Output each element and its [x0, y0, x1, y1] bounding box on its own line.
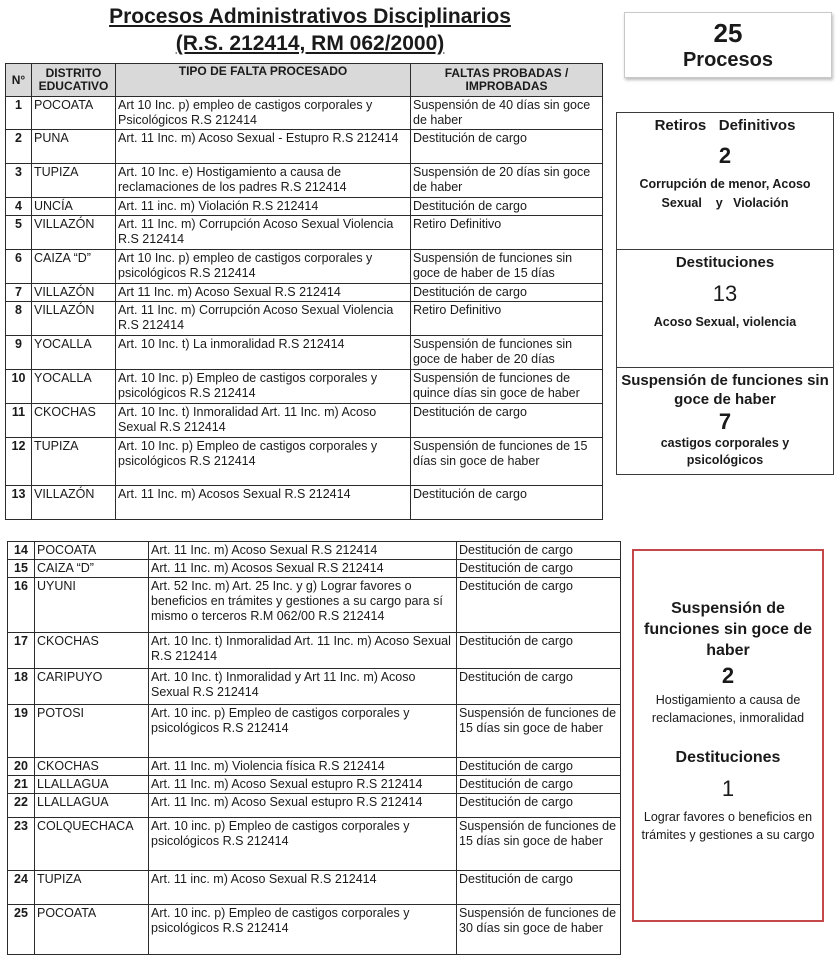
- row-result: Suspensión de funciones de 15 días sin goce de haber: [457, 705, 621, 758]
- row-result: Suspensión de funciones sin goce de haber de 15 días: [411, 250, 603, 284]
- retiros-count: 2: [718, 143, 732, 168]
- col-header-district: DISTRITO EDUCATIVO: [32, 64, 116, 97]
- suspension-count: 7: [718, 409, 732, 434]
- destituciones-count: 13: [712, 281, 738, 306]
- col-header-fault-type: TIPO DE FALTA PROCESADO: [116, 64, 411, 97]
- table-row: [8, 705, 621, 758]
- row-result: Destitución de cargo: [411, 404, 603, 438]
- row-result: Suspensión de funciones de 30 días sin goce de haber: [457, 905, 621, 955]
- row-result: Destitución de cargo: [411, 284, 603, 302]
- row-district: COLQUECHACA: [35, 818, 149, 871]
- row-fault-type: Art. 10 inc. p) Empleo de castigos corporales y psicológicos R.S 212414: [149, 705, 457, 758]
- table-row: [8, 758, 621, 776]
- destituciones-section: [617, 249, 833, 367]
- suspension-section: [617, 367, 833, 474]
- row-number: 12: [6, 438, 32, 486]
- table-row: [6, 302, 603, 336]
- suspension-desc: castigos corporales y psicológicos: [660, 436, 790, 467]
- row-result: Destitución de cargo: [457, 560, 621, 578]
- row-district: CKOCHAS: [35, 758, 149, 776]
- total-processes-count: 25: [713, 18, 743, 48]
- row-result: Suspensión de 40 días sin goce de haber: [411, 97, 603, 130]
- row-result: Destitución de cargo: [457, 542, 621, 560]
- table-row: [6, 284, 603, 302]
- row-fault-type: Art. 10 inc. p) Empleo de castigos corporales y psicológicos R.S 212414: [149, 905, 457, 955]
- row-number: 9: [6, 336, 32, 370]
- row-district: CARIPUYO: [35, 669, 149, 705]
- row-result: Destitución de cargo: [457, 794, 621, 818]
- total-processes-card: [624, 12, 832, 78]
- row-district: POCOATA: [35, 542, 149, 560]
- row-fault-type: Art. 11 Inc. m) Acoso Sexual R.S 212414: [149, 542, 457, 560]
- row-fault-type: Art. 11 Inc. m) Acoso Sexual estupro R.S 212414: [149, 794, 457, 818]
- row-fault-type: Art. 11 Inc. m) Violencia física R.S 212414: [149, 758, 457, 776]
- table-row: [6, 486, 603, 520]
- row-number: 7: [6, 284, 32, 302]
- table-row: [6, 164, 603, 198]
- row-number: 25: [8, 905, 35, 955]
- table-row: [8, 818, 621, 871]
- processes-table-1: [5, 63, 603, 520]
- suspension2-desc: Hostigamiento a causa de reclamaciones, inmoralidad: [651, 693, 805, 725]
- table-row: [6, 97, 603, 130]
- row-result: Destitución de cargo: [411, 486, 603, 520]
- destituciones2-desc: Lograr favores o beneficios en trámites y gestiones a su cargo: [641, 810, 815, 842]
- table-row: [6, 216, 603, 250]
- row-fault-type: Art 10 Inc. p) empleo de castigos corporales y psicológicos R.S 212414: [116, 250, 411, 284]
- row-result: Destitución de cargo: [457, 669, 621, 705]
- row-number: 10: [6, 370, 32, 404]
- table-row: [6, 336, 603, 370]
- row-result: Destitución de cargo: [457, 758, 621, 776]
- table-row: [8, 871, 621, 905]
- row-fault-type: Art. 11 inc. m) Violación R.S 212414: [116, 198, 411, 216]
- row-fault-type: Art. 10 Inc. t) La inmoralidad R.S 212414: [116, 336, 411, 370]
- row-district: VILLAZÓN: [32, 216, 116, 250]
- row-number: 23: [8, 818, 35, 871]
- row-number: 11: [6, 404, 32, 438]
- row-district: POCOATA: [35, 905, 149, 955]
- table-row: [8, 669, 621, 705]
- destituciones-desc: Acoso Sexual, violencia: [653, 315, 797, 329]
- table-row: [6, 250, 603, 284]
- row-district: UNCÍA: [32, 198, 116, 216]
- table-row: [8, 776, 621, 794]
- row-result: Destitución de cargo: [457, 633, 621, 669]
- row-fault-type: Art. 11 Inc. m) Acosos Sexual R.S 212414: [149, 560, 457, 578]
- row-district: CKOCHAS: [35, 633, 149, 669]
- row-result: Retiro Definitivo: [411, 216, 603, 250]
- table-row: [8, 905, 621, 955]
- row-district: LLALLAGUA: [35, 794, 149, 818]
- col-header-result: FALTAS PROBADAS / IMPROBADAS: [411, 64, 603, 97]
- row-number: 8: [6, 302, 32, 336]
- row-number: 13: [6, 486, 32, 520]
- row-number: 6: [6, 250, 32, 284]
- destituciones2-count: 1: [721, 776, 735, 801]
- row-fault-type: Art. 10 Inc. t) Inmoralidad y Art 11 Inc. m) Acoso Sexual R.S 212414: [149, 669, 457, 705]
- row-result: Suspensión de funciones de quince días sin goce de haber: [411, 370, 603, 404]
- row-fault-type: Art. 10 Inc. t) Inmoralidad Art. 11 Inc. m) Acoso Sexual R.S 212414: [149, 633, 457, 669]
- retiros-desc: Corrupción de menor, Acoso Sexual y Violación: [639, 177, 815, 210]
- row-district: CAIZA “D”: [35, 560, 149, 578]
- row-district: YOCALLA: [32, 336, 116, 370]
- suspension-title: Suspensión de funciones sin goce de haber: [621, 372, 829, 408]
- table-row: [8, 794, 621, 818]
- row-result: Destitución de cargo: [457, 578, 621, 633]
- table-row: [6, 370, 603, 404]
- row-result: Retiro Definitivo: [411, 302, 603, 336]
- row-fault-type: Art. 11 Inc. m) Acosos Sexual R.S 212414: [116, 486, 411, 520]
- suspension2-title: Suspensión de funciones sin goce de haber: [643, 600, 813, 659]
- row-fault-type: Art 11 Inc. m) Acoso Sexual R.S 212414: [116, 284, 411, 302]
- row-number: 20: [8, 758, 35, 776]
- row-fault-type: Art. 11 Inc. m) Corrupción Acoso Sexual Violencia R.S 212414: [116, 302, 411, 336]
- table-row: [6, 404, 603, 438]
- row-district: TUPIZA: [32, 438, 116, 486]
- row-result: Destitución de cargo: [411, 198, 603, 216]
- row-fault-type: Art. 11 Inc. m) Acoso Sexual - Estupro R.S 212414: [116, 130, 411, 164]
- summary-box: [616, 112, 834, 475]
- row-number: 15: [8, 560, 35, 578]
- row-number: 24: [8, 871, 35, 905]
- row-fault-type: Art. 10 Inc. p) Empleo de castigos corporales y psicológicos R.S 212414: [116, 370, 411, 404]
- row-result: Destitución de cargo: [457, 776, 621, 794]
- row-number: 16: [8, 578, 35, 633]
- row-fault-type: Art. 11 Inc. m) Corrupción Acoso Sexual Violencia R.S 212414: [116, 216, 411, 250]
- row-result: Destitución de cargo: [457, 871, 621, 905]
- table-row: [8, 633, 621, 669]
- row-district: VILLAZÓN: [32, 302, 116, 336]
- row-fault-type: Art 10 Inc. p) empleo de castigos corporales y Psicológicos R.S 212414: [116, 97, 411, 130]
- row-number: 1: [6, 97, 32, 130]
- row-number: 18: [8, 669, 35, 705]
- table-row: [8, 542, 621, 560]
- row-fault-type: Art. 52 Inc. m) Art. 25 Inc. y g) Lograr favores o beneficios en trámites y gestiones a su cargo para sí mismo o terceros R.M 062/00 R.S 212414: [149, 578, 457, 633]
- destituciones-title: Destituciones: [675, 254, 775, 271]
- row-fault-type: Art. 10 Inc. t) Inmoralidad Art. 11 Inc. m) Acoso Sexual R.S 212414: [116, 404, 411, 438]
- processes-table-2: [7, 541, 621, 955]
- row-district: POTOSI: [35, 705, 149, 758]
- row-fault-type: Art. 11 Inc. m) Acoso Sexual estupro R.S 212414: [149, 776, 457, 794]
- table-row: [8, 560, 621, 578]
- row-number: 21: [8, 776, 35, 794]
- table-row: [8, 578, 621, 633]
- col-header-number: N°: [6, 64, 32, 97]
- retiros-section: [617, 113, 833, 249]
- row-result: Destitución de cargo: [411, 130, 603, 164]
- row-fault-type: Art. 10 inc. p) Empleo de castigos corporales y psicológicos R.S 212414: [149, 818, 457, 871]
- row-fault-type: Art. 10 Inc. e) Hostigamiento a causa de reclamaciones de los padres R.S 212414: [116, 164, 411, 198]
- row-fault-type: Art. 10 Inc. p) Empleo de castigos corporales y psicológicos R.S 212414: [116, 438, 411, 486]
- row-district: VILLAZÓN: [32, 284, 116, 302]
- row-result: Suspensión de funciones de 15 días sin goce de haber: [411, 438, 603, 486]
- row-result: Suspensión de funciones de 15 días sin goce de haber: [457, 818, 621, 871]
- row-result: Suspensión de funciones sin goce de haber de 20 días: [411, 336, 603, 370]
- row-number: 19: [8, 705, 35, 758]
- row-district: TUPIZA: [32, 164, 116, 198]
- total-processes-label: Procesos: [682, 49, 774, 71]
- row-number: 4: [6, 198, 32, 216]
- row-number: 17: [8, 633, 35, 669]
- row-number: 22: [8, 794, 35, 818]
- row-district: CKOCHAS: [32, 404, 116, 438]
- row-district: TUPIZA: [35, 871, 149, 905]
- page-title: Procesos Administrativos Disciplinarios: [109, 5, 511, 28]
- row-number: 3: [6, 164, 32, 198]
- row-district: LLALLAGUA: [35, 776, 149, 794]
- retiros-title: Retiros Definitivos: [654, 117, 796, 134]
- row-district: POCOATA: [32, 97, 116, 130]
- row-number: 14: [8, 542, 35, 560]
- row-number: 5: [6, 216, 32, 250]
- summary-box-2: [632, 549, 824, 922]
- row-district: CAIZA “D”: [32, 250, 116, 284]
- table-row: [6, 130, 603, 164]
- row-district: VILLAZÓN: [32, 486, 116, 520]
- table-row: [6, 198, 603, 216]
- row-district: UYUNI: [35, 578, 149, 633]
- row-district: PUNA: [32, 130, 116, 164]
- row-district: YOCALLA: [32, 370, 116, 404]
- row-number: 2: [6, 130, 32, 164]
- suspension2-count: 2: [721, 663, 735, 688]
- table-row: [6, 438, 603, 486]
- row-result: Suspensión de 20 días sin goce de haber: [411, 164, 603, 198]
- page-subtitle: (R.S. 212414, RM 062/2000): [175, 32, 445, 55]
- row-fault-type: Art. 11 inc. m) Acoso Sexual R.S 212414: [149, 871, 457, 905]
- destituciones2-title: Destituciones: [675, 749, 781, 766]
